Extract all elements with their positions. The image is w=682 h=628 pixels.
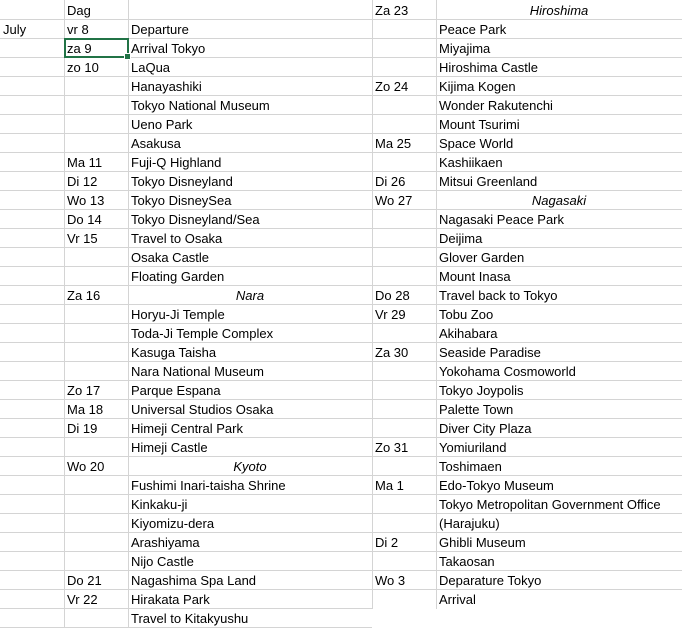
activity-cell[interactable]: Glover Garden bbox=[439, 250, 525, 265]
activity-cell[interactable]: Miyajima bbox=[439, 41, 491, 56]
day-cell[interactable]: Di 12 bbox=[67, 174, 98, 189]
activity-cell[interactable]: Nagasaki Peace Park bbox=[439, 212, 565, 227]
day-cell[interactable]: Zo 17 bbox=[67, 383, 101, 398]
activity-cell[interactable]: Nijo Castle bbox=[131, 554, 194, 569]
city-heading-cell[interactable]: Nagasaki bbox=[531, 193, 587, 208]
activity-cell[interactable]: Tokyo Disneyland/Sea bbox=[131, 212, 260, 227]
day-cell[interactable]: Za 16 bbox=[67, 288, 101, 303]
day-cell[interactable]: Ma 18 bbox=[67, 402, 104, 417]
activity-cell[interactable]: Arashiyama bbox=[131, 535, 200, 550]
activity-cell[interactable]: Departure bbox=[131, 22, 189, 37]
day-cell[interactable]: Za 23 bbox=[375, 3, 409, 18]
month-cell[interactable]: July bbox=[3, 22, 27, 37]
activity-cell[interactable]: Takaosan bbox=[439, 554, 495, 569]
activity-cell[interactable]: Tokyo Joypolis bbox=[439, 383, 524, 398]
activity-cell[interactable]: (Harajuku) bbox=[439, 516, 500, 531]
activity-cell[interactable]: Parque Espana bbox=[131, 383, 221, 398]
activity-cell[interactable]: Diver City Plaza bbox=[439, 421, 532, 436]
day-cell[interactable]: Do 28 bbox=[375, 288, 410, 303]
activity-cell[interactable]: Travel to Osaka bbox=[131, 231, 223, 246]
activity-cell[interactable]: Hiroshima Castle bbox=[439, 60, 538, 75]
activity-cell[interactable]: Mitsui Greenland bbox=[439, 174, 538, 189]
activity-cell[interactable]: Himeji Central Park bbox=[131, 421, 243, 436]
day-cell[interactable]: Ma 25 bbox=[375, 136, 412, 151]
activity-cell[interactable]: Universal Studios Osaka bbox=[131, 402, 274, 417]
activity-cell[interactable]: Nagashima Spa Land bbox=[131, 573, 257, 588]
city-heading-cell[interactable]: Nara bbox=[235, 288, 265, 303]
header-cell-dag[interactable]: Dag bbox=[67, 3, 91, 18]
day-cell[interactable]: Zo 31 bbox=[375, 440, 409, 455]
city-heading-cell[interactable]: Hiroshima bbox=[529, 3, 589, 18]
activity-cell[interactable]: Space World bbox=[439, 136, 514, 151]
day-cell[interactable]: vr 8 bbox=[67, 22, 89, 37]
activity-cell[interactable]: Mount Tsurimi bbox=[439, 117, 520, 132]
day-cell[interactable]: za 9 bbox=[67, 41, 92, 56]
day-cell[interactable]: Vr 22 bbox=[67, 592, 98, 607]
day-cell[interactable]: zo 10 bbox=[67, 60, 99, 75]
activity-cell[interactable]: Deijima bbox=[439, 231, 483, 246]
activity-cell[interactable]: Kiyomizu-dera bbox=[131, 516, 215, 531]
activity-cell[interactable]: Travel back to Tokyo bbox=[439, 288, 558, 303]
activity-cell[interactable]: Arrival Tokyo bbox=[131, 41, 206, 56]
activity-cell[interactable]: Yokohama Cosmoworld bbox=[439, 364, 576, 379]
day-cell[interactable]: Wo 20 bbox=[67, 459, 105, 474]
activity-cell[interactable]: Toshimaen bbox=[439, 459, 502, 474]
activity-cell[interactable]: LaQua bbox=[131, 60, 171, 75]
day-cell[interactable]: Di 26 bbox=[375, 174, 406, 189]
activity-cell[interactable]: Asakusa bbox=[131, 136, 181, 151]
activity-cell[interactable]: Kijima Kogen bbox=[439, 79, 516, 94]
activity-cell[interactable]: Yomiuriland bbox=[439, 440, 507, 455]
day-cell[interactable]: Wo 3 bbox=[375, 573, 406, 588]
day-cell[interactable]: Di 2 bbox=[375, 535, 399, 550]
day-cell[interactable]: Za 30 bbox=[375, 345, 409, 360]
activity-cell[interactable]: Himeji Castle bbox=[131, 440, 208, 455]
day-cell[interactable]: Vr 29 bbox=[375, 307, 406, 322]
activity-cell[interactable]: Tokyo Disneyland bbox=[131, 174, 233, 189]
day-cell[interactable]: Do 14 bbox=[67, 212, 102, 227]
selected-cell-outline bbox=[64, 38, 129, 58]
day-cell[interactable]: Di 19 bbox=[67, 421, 98, 436]
activity-cell[interactable]: Tokyo Metropolitan Government Office bbox=[439, 497, 661, 512]
activity-cell[interactable]: Tokyo DisneySea bbox=[131, 193, 232, 208]
activity-cell[interactable]: Tobu Zoo bbox=[439, 307, 494, 322]
activity-cell[interactable]: Hanayashiki bbox=[131, 79, 202, 94]
activity-cell[interactable]: Toda-Ji Temple Complex bbox=[131, 326, 274, 341]
activity-cell[interactable]: Mount Inasa bbox=[439, 269, 511, 284]
activity-cell[interactable]: Edo-Tokyo Museum bbox=[439, 478, 554, 493]
activity-cell[interactable]: Tokyo National Museum bbox=[131, 98, 270, 113]
activity-cell[interactable]: Kinkaku-ji bbox=[131, 497, 188, 512]
day-cell[interactable]: Ma 11 bbox=[67, 155, 103, 170]
activity-cell[interactable]: Wonder Rakutenchi bbox=[439, 98, 553, 113]
day-cell[interactable]: Ma 1 bbox=[375, 478, 404, 493]
activity-cell[interactable]: Palette Town bbox=[439, 402, 514, 417]
activity-cell[interactable]: Kashiikaen bbox=[439, 155, 503, 170]
activity-cell[interactable]: Nara National Museum bbox=[131, 364, 264, 379]
activity-cell[interactable]: Fushimi Inari-taisha Shrine bbox=[131, 478, 286, 493]
day-cell[interactable]: Wo 27 bbox=[375, 193, 413, 208]
activity-cell[interactable]: Osaka Castle bbox=[131, 250, 210, 265]
day-cell[interactable]: Vr 15 bbox=[67, 231, 98, 246]
city-heading-cell[interactable]: Kyoto bbox=[233, 459, 267, 474]
activity-cell[interactable]: Horyu-Ji Temple bbox=[131, 307, 225, 322]
activity-cell[interactable]: Fuji-Q Highland bbox=[131, 155, 222, 170]
activity-cell[interactable]: Ghibli Museum bbox=[439, 535, 526, 550]
activity-cell[interactable]: Ueno Park bbox=[131, 117, 193, 132]
day-cell[interactable]: Wo 13 bbox=[67, 193, 105, 208]
activity-cell[interactable]: Seaside Paradise bbox=[439, 345, 541, 360]
day-cell[interactable]: Zo 24 bbox=[375, 79, 409, 94]
activity-cell[interactable]: Kasuga Taisha bbox=[131, 345, 217, 360]
activity-cell[interactable]: Travel to Kitakyushu bbox=[131, 611, 249, 626]
activity-cell[interactable]: Hirakata Park bbox=[131, 592, 210, 607]
activity-cell[interactable]: Deparature Tokyo bbox=[439, 573, 542, 588]
activity-cell[interactable]: Floating Garden bbox=[131, 269, 225, 284]
activity-cell[interactable]: Akihabara bbox=[439, 326, 498, 341]
activity-cell[interactable]: Arrival bbox=[439, 592, 476, 607]
activity-cell[interactable]: Peace Park bbox=[439, 22, 507, 37]
day-cell[interactable]: Do 21 bbox=[67, 573, 102, 588]
